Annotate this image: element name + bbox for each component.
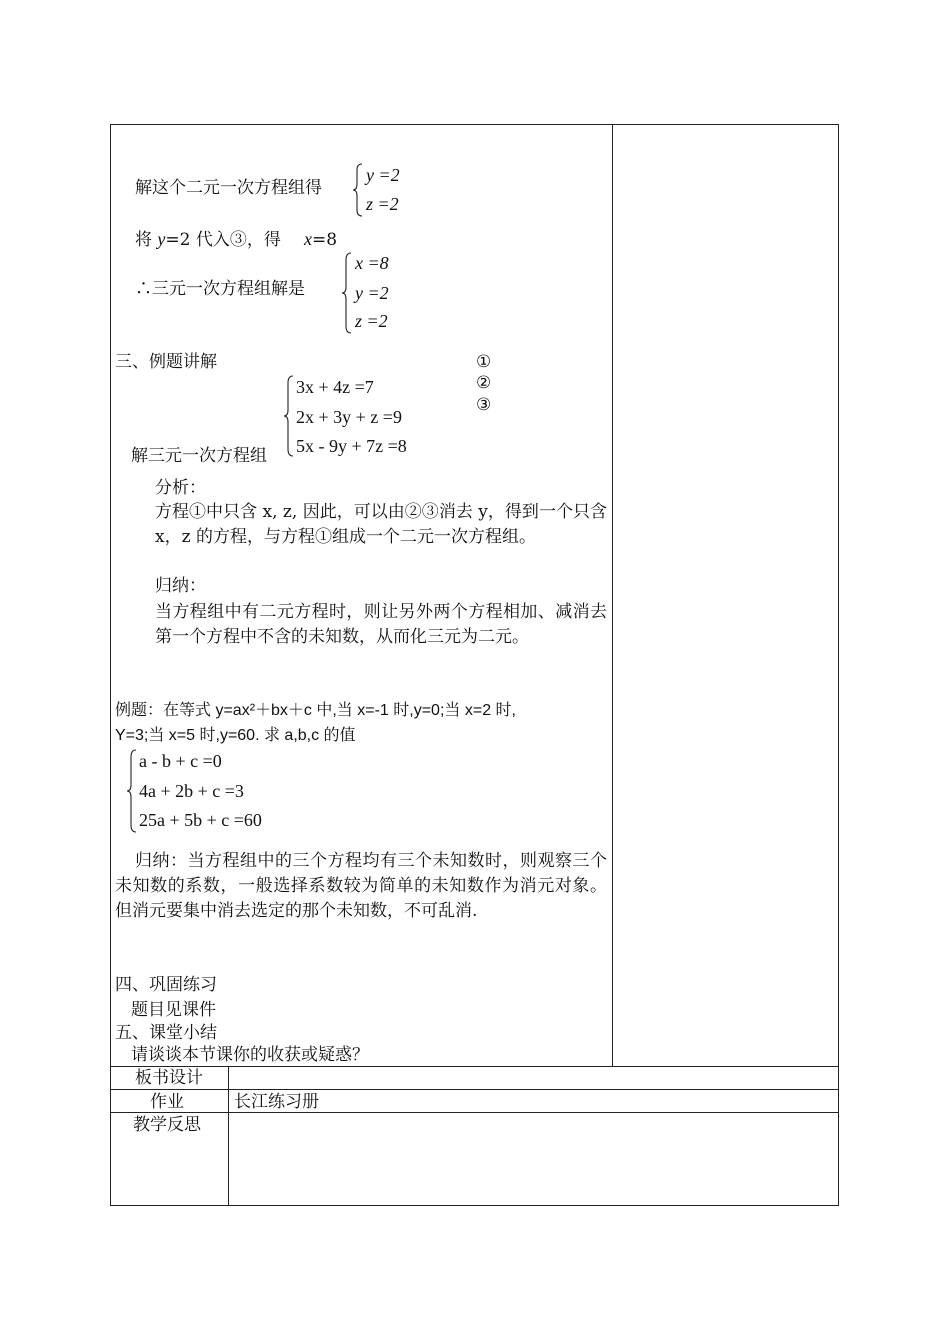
solve-2var-eq2: z =2: [366, 194, 399, 214]
section5-title: 五、课堂小结: [115, 1023, 217, 1043]
section3-marker-3: ③: [476, 395, 492, 415]
substitute-result: [304, 230, 337, 249]
induction1-title: 归纳：: [155, 576, 206, 596]
solution3-eq2: y =2: [355, 283, 389, 303]
column-divider-labels: [228, 1066, 229, 1206]
section3-label: 解三元一次方程组: [131, 446, 267, 466]
section3-marker-1: ①: [476, 352, 492, 372]
row-divider-homework: [110, 1089, 839, 1090]
row-divider-board: [110, 1066, 839, 1067]
board-design-label: 板书设计: [135, 1068, 203, 1088]
section3-eq1: 3x + 4z =7: [296, 377, 374, 397]
homework-value: 长江练习册: [234, 1092, 319, 1112]
solution3-label: ∴三元一次方程组解是: [135, 279, 305, 299]
induction2-body: 归纳：当方程组中的三个方程均有三个未知数时，则观察三个未知数的系数，一般选择系数较为简单的未知数作为消元对象。但消元要集中消去选定的那个未知数，不可乱消.: [115, 851, 607, 921]
analysis-title: 分析：: [155, 478, 206, 498]
induction1-body: 当方程组中有二元方程时，则让另外两个方程相加、减消去第一个方程中不含的未知数，从而化三元为二元。: [155, 602, 607, 647]
homework-label: 作业: [150, 1092, 184, 1112]
example-line2: Y=3;当 x=5 时,y=60. 求 a,b,c 的值: [115, 727, 356, 744]
solution3-eq3: z =2: [355, 311, 388, 331]
table-border-right: [838, 124, 839, 1206]
section4-body: 题目见课件: [131, 1000, 216, 1020]
section3-brace: [283, 375, 295, 457]
substitute-text1: 将: [135, 230, 158, 250]
section3-eq2: 2x + 3y + z =9: [296, 407, 402, 427]
solve-2var-eq1: y =2: [366, 165, 400, 185]
table-border-top: [110, 124, 839, 125]
section3-title: 三、例题讲解: [115, 352, 217, 372]
substitute-text2: =2 代入③，得: [165, 230, 281, 250]
substitute-var: y: [157, 229, 166, 249]
solve-2var-label: 解这个二元一次方程组得: [135, 178, 322, 198]
example-eq2: 4a + 2b + c =3: [139, 781, 244, 801]
column-divider-notes: [612, 124, 613, 1066]
solve-2var-brace: [352, 163, 364, 217]
reflection-label: 教学反思: [133, 1115, 201, 1135]
row-divider-reflection: [110, 1112, 839, 1113]
section5-body: 请谈谈本节课你的收获或疑惑？: [131, 1045, 369, 1065]
analysis-body: 方程①中只含 x, z, 因此，可以由②③消去 y，得到一个只含 x，z 的方程，与方程①组成一个二元一次方程组。: [155, 502, 607, 547]
substitute-xvar: x: [304, 229, 312, 249]
section4-title: 四、巩固练习: [115, 975, 217, 995]
example-line1: 例题：在等式 y=ax²＋bx＋c 中,当 x=-1 时,y=0;当 x=2 时,: [115, 702, 516, 719]
section3-marker-2: ②: [476, 373, 492, 393]
example-eq3: 25a + 5b + c =60: [139, 810, 262, 830]
table-border-left: [110, 124, 111, 1206]
example-brace: [126, 749, 138, 833]
solution3-brace: [341, 252, 353, 334]
example-eq1: a - b + c =0: [139, 751, 222, 771]
substitute-xval: =8: [312, 230, 338, 250]
section3-eq3: 5x - 9y + 7z =8: [296, 436, 407, 456]
solution3-eq1: x =8: [355, 253, 389, 273]
substitute-line: [135, 230, 281, 249]
table-border-bottom: [110, 1205, 839, 1206]
